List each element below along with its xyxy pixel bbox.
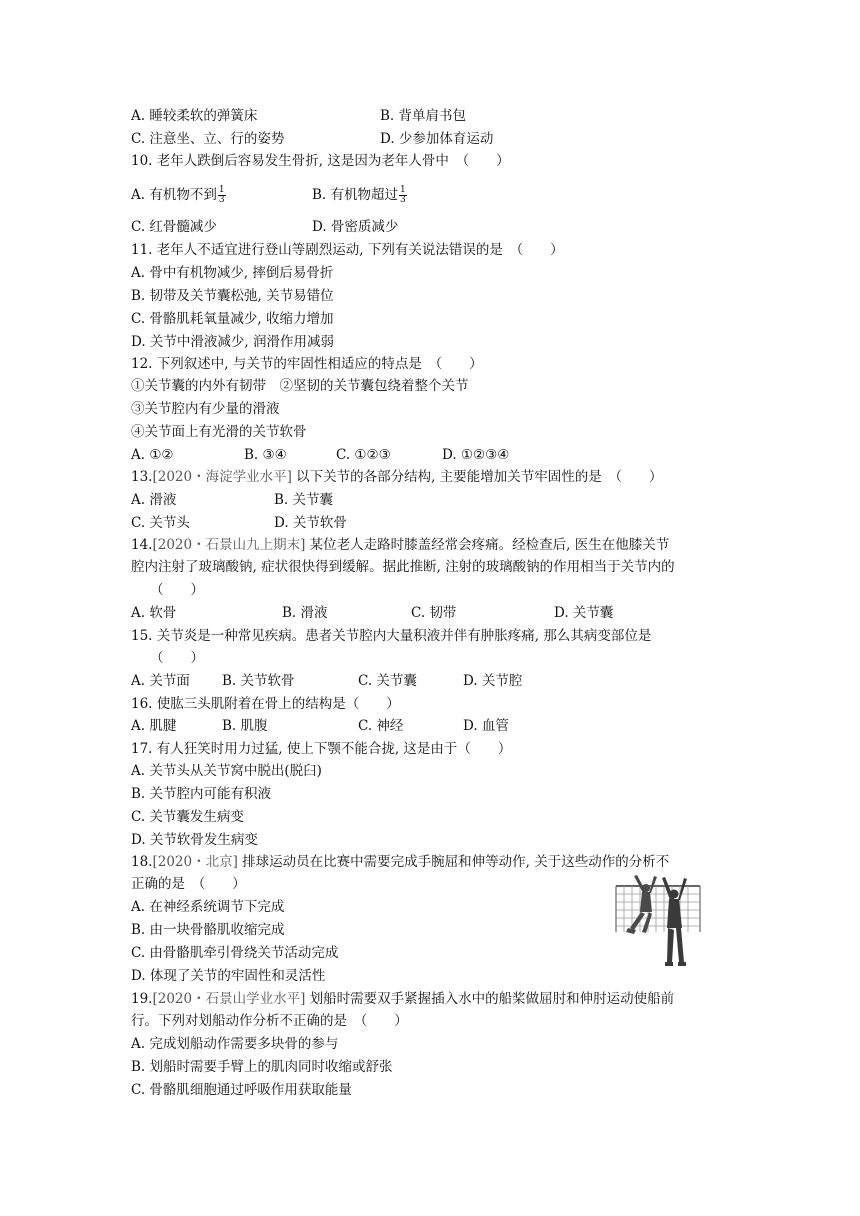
- q18-source-tag: [2020・北京]: [152, 854, 238, 870]
- q12-option-a: A. ①②: [131, 447, 174, 463]
- q9-option-d: D. 少参加体育运动: [380, 131, 494, 147]
- q16-option-b: B. 肌腹: [222, 718, 268, 734]
- q19-source-tag: [2020・石景山学业水平]: [152, 991, 306, 1007]
- q12-stem: 12. 下列叙述中, 与关节的牢固性相适应的特点是 （ ）: [131, 356, 483, 372]
- q11-option-d: D. 关节中滑液减少, 润滑作用减弱: [131, 334, 335, 350]
- q14-option-b: B. 滑液: [282, 605, 328, 621]
- q9-option-b: B. 背单肩书包: [380, 108, 467, 124]
- q16-stem: 16. 使肱三头肌附着在骨上的结构是（ ）: [131, 696, 400, 712]
- q15-option-b: B. 关节软骨: [222, 673, 295, 689]
- q14-option-d: D. 关节囊: [554, 605, 614, 621]
- q17-option-b: B. 关节腔内可能有积液: [131, 786, 272, 802]
- q10-option-b: B. 有机物超过 $\frac{1}{3}$: [312, 185, 406, 205]
- q14-stem-line2: 腔内注射了玻璃酸钠, 症状很快得到缓解。据此推断, 注射的玻璃酸钠的作用相当于关节内的: [131, 559, 675, 575]
- fraction-one-third: $\frac{1}{3}$: [218, 185, 225, 205]
- q12-option-b: B. ③④: [244, 447, 287, 463]
- q18-option-b: B. 由一块骨骼肌收缩完成: [131, 922, 285, 938]
- q13-stem: 13.[2020・海淀学业水平] 以下关节的各部分结构, 主要能增加关节牢固性的是 （ ）: [131, 469, 663, 485]
- q18-option-a: A. 在神经系统调节下完成: [131, 899, 285, 915]
- fraction-one-third: $\frac{1}{3}$: [400, 185, 406, 205]
- volleyball-players-figure: [612, 872, 704, 976]
- q10-stem: 10. 老年人跌倒后容易发生骨折, 这是因为老年人骨中 （ ）: [131, 153, 510, 169]
- q17-option-a: A. 关节头从关节窝中脱出(脱臼): [131, 763, 322, 779]
- q11-option-b: B. 韧带及关节囊松弛, 关节易错位: [131, 288, 334, 304]
- player-right: [662, 877, 687, 966]
- q14-option-a: A. 软骨: [131, 605, 177, 621]
- q18-stem-line1: 18.[2020・北京] 排球运动员在比赛中需要完成手腕屈和伸等动作, 关于这些动作的分析不: [131, 854, 670, 870]
- q19-option-b: B. 划船时需要手臂上的肌肉同时收缩或舒张: [131, 1059, 393, 1075]
- q12-statement-4: ④关节面上有光滑的关节软骨: [131, 424, 307, 440]
- q18-option-c: C. 由骨骼肌牵引骨绕关节活动完成: [131, 945, 339, 961]
- q12-statement-1-2: ①关节囊的内外有韧带 ②坚韧的关节囊包绕着整个关节: [131, 378, 469, 394]
- q13-option-d: D. 关节软骨: [274, 515, 347, 531]
- q10-option-a: A. 有机物不到 $\frac{1}{3}$: [131, 185, 225, 205]
- q14-option-c: C. 韧带: [411, 605, 457, 621]
- q10-option-c: C. 红骨髓减少: [131, 219, 217, 235]
- q19-stem-line1: 19.[2020・石景山学业水平] 划船时需要双手紧握插入水中的船桨做屈肘和伸肘运动使船前: [131, 991, 675, 1007]
- q18-stem-line2: 正确的是 （ ）: [131, 876, 246, 892]
- q13-option-c: C. 关节头: [131, 515, 190, 531]
- q13-option-b: B. 关节囊: [274, 492, 334, 508]
- q16-option-d: D. 血管: [463, 718, 509, 734]
- q10-option-d: D. 骨密质减少: [312, 219, 399, 235]
- q17-option-c: C. 关节囊发生病变: [131, 809, 244, 825]
- q15-option-a: A. 关节面: [131, 673, 190, 689]
- q14-stem-line1: 14.[2020・石景山九上期末] 某位老人走路时膝盖经常会疼痛。经检查后, 医生在他膝关节: [131, 537, 670, 553]
- q12-option-d: D. ①②③④: [442, 447, 510, 463]
- q17-stem: 17. 有人狂笑时用力过猛, 使上下颚不能合拢, 这是由于（ ）: [131, 741, 512, 757]
- q11-stem: 11. 老年人不适宜进行登山等剧烈运动, 下列有关说法错误的是 （ ）: [131, 242, 564, 258]
- player-left: [626, 875, 657, 934]
- q13-source-tag: [2020・海淀学业水平]: [152, 469, 292, 485]
- q9-option-c: C. 注意坐、立、行的姿势: [131, 131, 285, 147]
- q15-option-c: C. 关节囊: [358, 673, 417, 689]
- q19-option-c: C. 骨骼肌细胞通过呼吸作用获取能量: [131, 1082, 352, 1098]
- q9-option-a: A. 睡较柔软的弹簧床: [131, 108, 258, 124]
- q18-option-d: D. 体现了关节的牢固性和灵活性: [131, 968, 326, 984]
- q13-option-a: A. 滑液: [131, 492, 177, 508]
- q12-option-c: C. ①②③: [336, 447, 391, 463]
- volleyball-net: [616, 886, 700, 932]
- q11-option-a: A. 骨中有机物减少, 摔倒后易骨折: [131, 265, 334, 281]
- q15-answer-paren: （ ）: [150, 650, 204, 666]
- q14-answer-paren: （ ）: [150, 582, 204, 598]
- q19-option-a: A. 完成划船动作需要多块骨的参与: [131, 1036, 339, 1052]
- q14-source-tag: [2020・石景山九上期末]: [152, 537, 306, 553]
- q11-option-c: C. 骨骼肌耗氧量减少, 收缩力增加: [131, 311, 334, 327]
- q15-option-d: D. 关节腔: [463, 673, 523, 689]
- q19-stem-line2: 行。下列对划船动作分析不正确的是 （ ）: [131, 1013, 408, 1029]
- q16-option-c: C. 神经: [358, 718, 404, 734]
- q12-statement-3: ③关节腔内有少量的滑液: [131, 401, 280, 417]
- q15-stem-line1: 15. 关节炎是一种常见疾病。患者关节腔内大量积液并伴有肿胀疼痛, 那么其病变部位是: [131, 628, 652, 644]
- q17-option-d: D. 关节软骨发生病变: [131, 832, 258, 848]
- q16-option-a: A. 肌腱: [131, 718, 177, 734]
